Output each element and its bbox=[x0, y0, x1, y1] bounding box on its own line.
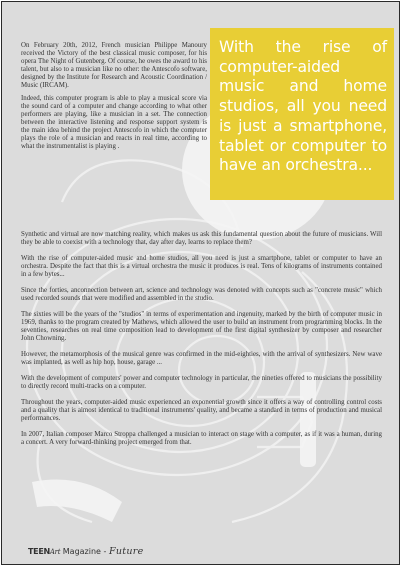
page-footer bbox=[28, 546, 144, 557]
body-paragraph: However, the metamorphosis of the musical genre was confirmed in the mid-eighties, with the arrival of synthesizers. New wave was implanted, as well as hip hop, house, garage ... bbox=[21, 351, 382, 367]
body-paragraph: Synthetic and virtual are now matching reality, which makes us ask this fundamental question about the future of musicians. Will they be able to coexist with a technology that, day after day, learns to replace them? bbox=[21, 231, 382, 246]
body-paragraph: Throughout the years, computer-aided music experienced an exponential growth since it offers a way of controlling control costs and a quality that is almost identical to traditional instruments' quality, and became a standard in terms of production and musical performances. bbox=[21, 399, 382, 423]
magazine-page bbox=[1, 1, 400, 565]
intro-paragraph: On February 20th, 2012, French musician Philippe Manoury received the Victory of the best classical music composer, for his opera The Night of Gutenberg. Of course, he owes the award to his talent, but also to a musician like no other: the Antescofo software, designed by the Institute for Research and Acoustic Coordination / Music (IRCAM). bbox=[21, 42, 207, 89]
footer-brand-teen: TEEN bbox=[28, 547, 50, 556]
body-paragraph: Since the forties, anconnection between art, science and technology was denoted with concepts such as "concrete music" which used recorded sounds that were modified and assembled in the studio. bbox=[21, 287, 382, 303]
footer-brand-art: Art bbox=[49, 548, 61, 556]
body-paragraph: With the development of computers' power and computer technology in particular, the nineties offered to musicians the possibility to directly record multi-tracks on a computer. bbox=[21, 375, 382, 391]
footer-magazine: Magazine - bbox=[60, 547, 109, 556]
body-paragraph: The sixties will be the years of the "studios" in terms of experimentation and ingenuity, marked by the birth of computer music in 1969, thanks to the program created by Mathews, which allowed the user to build an instrument from programming blocks. In the seventies, researches on real time composition lead to development of the first digital synthesizer by composer and researcher John Chowning. bbox=[21, 311, 382, 342]
article-body bbox=[21, 231, 382, 456]
intro-paragraph: Indeed, this computer program is able to play a musical score via the sound card of a computer and change according to what other performers are playing, like a musician in a set. The connection between the interactive listening and response support system is the main idea behind the project Antescofo in which the computer plays the role of a musician and reacts in real time, according to what the instrumentalist is playing . bbox=[21, 95, 207, 150]
footer-issue: Future bbox=[108, 546, 144, 557]
body-paragraph: In 2007, Italian composer Marco Stroppa challenged a musician to interact on stage with a computer, as if it was a human, during a concert. A very forward-thinking project emerged from that. bbox=[21, 431, 382, 447]
body-paragraph: With the rise of computer-aided music and home studios, all you need is just a smartphone, tablet or computer to have an orchestra. Despite the fact that this is a virtual orchestra the music it produces is real. Tens of kilograms of instruments contained in a few bytes... bbox=[21, 255, 382, 278]
pull-quote: With the rise of computer-aided music and home studios, all you need is just a smartphone, tablet or computer to have an orchestra... bbox=[210, 28, 394, 200]
intro-column bbox=[21, 42, 207, 157]
footer-brand bbox=[28, 547, 60, 556]
